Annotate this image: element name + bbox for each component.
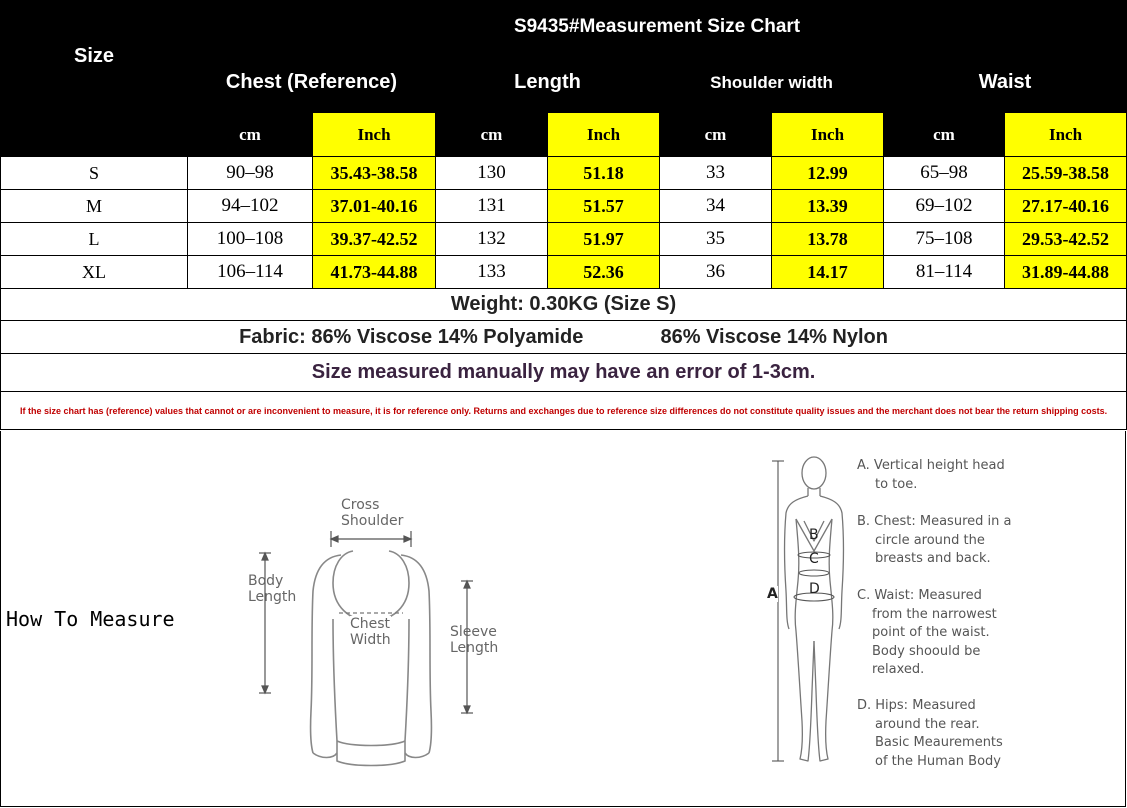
shoulder-inch-cell: 13.78 (772, 223, 884, 256)
disclaimer: If the size chart has (reference) values that cannot or are inconvenient to measure, it is for reference only. Returns and exchanges due to reference size differences do not constitute quality issues and the merchant does not bear the return shipping costs. (1, 392, 1127, 430)
length-inch-cell: 51.97 (548, 223, 660, 256)
chest-cm-cell: 106–114 (188, 256, 313, 289)
table-row (1, 190, 1127, 223)
length-inch-header: Inch (548, 113, 660, 157)
waist-cm-header: cm (884, 113, 1005, 157)
length-inch-cell: 51.57 (548, 190, 660, 223)
shoulder-cm-cell: 36 (660, 256, 772, 289)
body-diagram (756, 451, 856, 776)
waist-cm-cell: 69–102 (884, 190, 1005, 223)
note-a: A. Vertical height head to toe. (857, 458, 1005, 492)
how-to-measure-section (0, 431, 1126, 807)
chest-cm-cell: 100–108 (188, 223, 313, 256)
size-cell: L (1, 223, 188, 256)
length-inch-cell: 52.36 (548, 256, 660, 289)
waist-cm-cell: 65–98 (884, 157, 1005, 190)
table-row (1, 256, 1127, 289)
waist-inch-cell: 27.17-40.16 (1005, 190, 1127, 223)
shoulder-group-header: Shoulder width (660, 53, 884, 113)
shoulder-cm-cell: 34 (660, 190, 772, 223)
waist-inch-cell: 25.59-38.58 (1005, 157, 1127, 190)
chest-cm-cell: 90–98 (188, 157, 313, 190)
fabric-nylon: 86% Viscose 14% Nylon (660, 325, 888, 348)
table-row (1, 223, 1127, 256)
size-column-header: Size (1, 1, 188, 113)
note-b: B. Chest: Measured in a circle around the breasts and back. (857, 514, 1012, 566)
length-cm-cell: 133 (436, 256, 548, 289)
waist-cm-cell: 81–114 (884, 256, 1005, 289)
error-note: Size measured manually may have an error of 1-3cm. (1, 354, 1127, 392)
chest-inch-header: Inch (313, 113, 436, 157)
chest-inch-cell: 35.43-38.58 (313, 157, 436, 190)
shoulder-inch-cell: 14.17 (772, 256, 884, 289)
chart-title: S9435#Measurement Size Chart (188, 1, 1127, 53)
chest-cm-header: cm (188, 113, 313, 157)
fabric-polyamide: Fabric: 86% Viscose 14% Polyamide (239, 325, 584, 348)
shoulder-inch-header: Inch (772, 113, 884, 157)
shoulder-inch-cell: 13.39 (772, 190, 884, 223)
length-cm-cell: 130 (436, 157, 548, 190)
size-cell: S (1, 157, 188, 190)
table-row (1, 157, 1127, 190)
chest-inch-cell: 41.73-44.88 (313, 256, 436, 289)
size-cell: M (1, 190, 188, 223)
waist-inch-cell: 29.53-42.52 (1005, 223, 1127, 256)
shoulder-inch-cell: 12.99 (772, 157, 884, 190)
chest-inch-cell: 37.01-40.16 (313, 190, 436, 223)
how-to-measure-label: How To Measure (6, 607, 175, 631)
waist-inch-header: Inch (1005, 113, 1127, 157)
chest-cm-cell: 94–102 (188, 190, 313, 223)
letter-c-label: C (809, 551, 819, 567)
waist-group-header: Waist (884, 53, 1127, 113)
fabric-note (1, 321, 1127, 354)
length-cm-header: cm (436, 113, 548, 157)
letter-b-label: B (809, 527, 819, 543)
weight-note: Weight: 0.30KG (Size S) (1, 289, 1127, 321)
chest-inch-cell: 39.37-42.52 (313, 223, 436, 256)
length-inch-cell: 51.18 (548, 157, 660, 190)
length-cm-cell: 132 (436, 223, 548, 256)
letter-a-label: A (767, 586, 778, 602)
chest-width-label: Chest Width (350, 616, 391, 648)
waist-inch-cell: 31.89-44.88 (1005, 256, 1127, 289)
shoulder-cm-cell: 35 (660, 223, 772, 256)
shoulder-cm-header: cm (660, 113, 772, 157)
waist-cm-cell: 75–108 (884, 223, 1005, 256)
note-d: D. Hips: Measured around the rear. Basic Meaurements of the Human Body (857, 698, 1003, 769)
chest-group-header: Chest (Reference) (188, 53, 436, 113)
body-length-label: Body Length (248, 573, 297, 605)
length-cm-cell: 131 (436, 190, 548, 223)
letter-d-label: D (809, 581, 820, 597)
note-c: C. Waist: Measured from the narrowest point of the waist. Body shoould be relaxed. (857, 588, 997, 677)
size-unit-spacer (1, 113, 188, 157)
shoulder-cm-cell: 33 (660, 157, 772, 190)
cross-shoulder-label: Cross Shoulder (341, 497, 404, 529)
length-group-header: Length (436, 53, 660, 113)
size-cell: XL (1, 256, 188, 289)
sleeve-length-label: Sleeve Length (450, 624, 499, 656)
